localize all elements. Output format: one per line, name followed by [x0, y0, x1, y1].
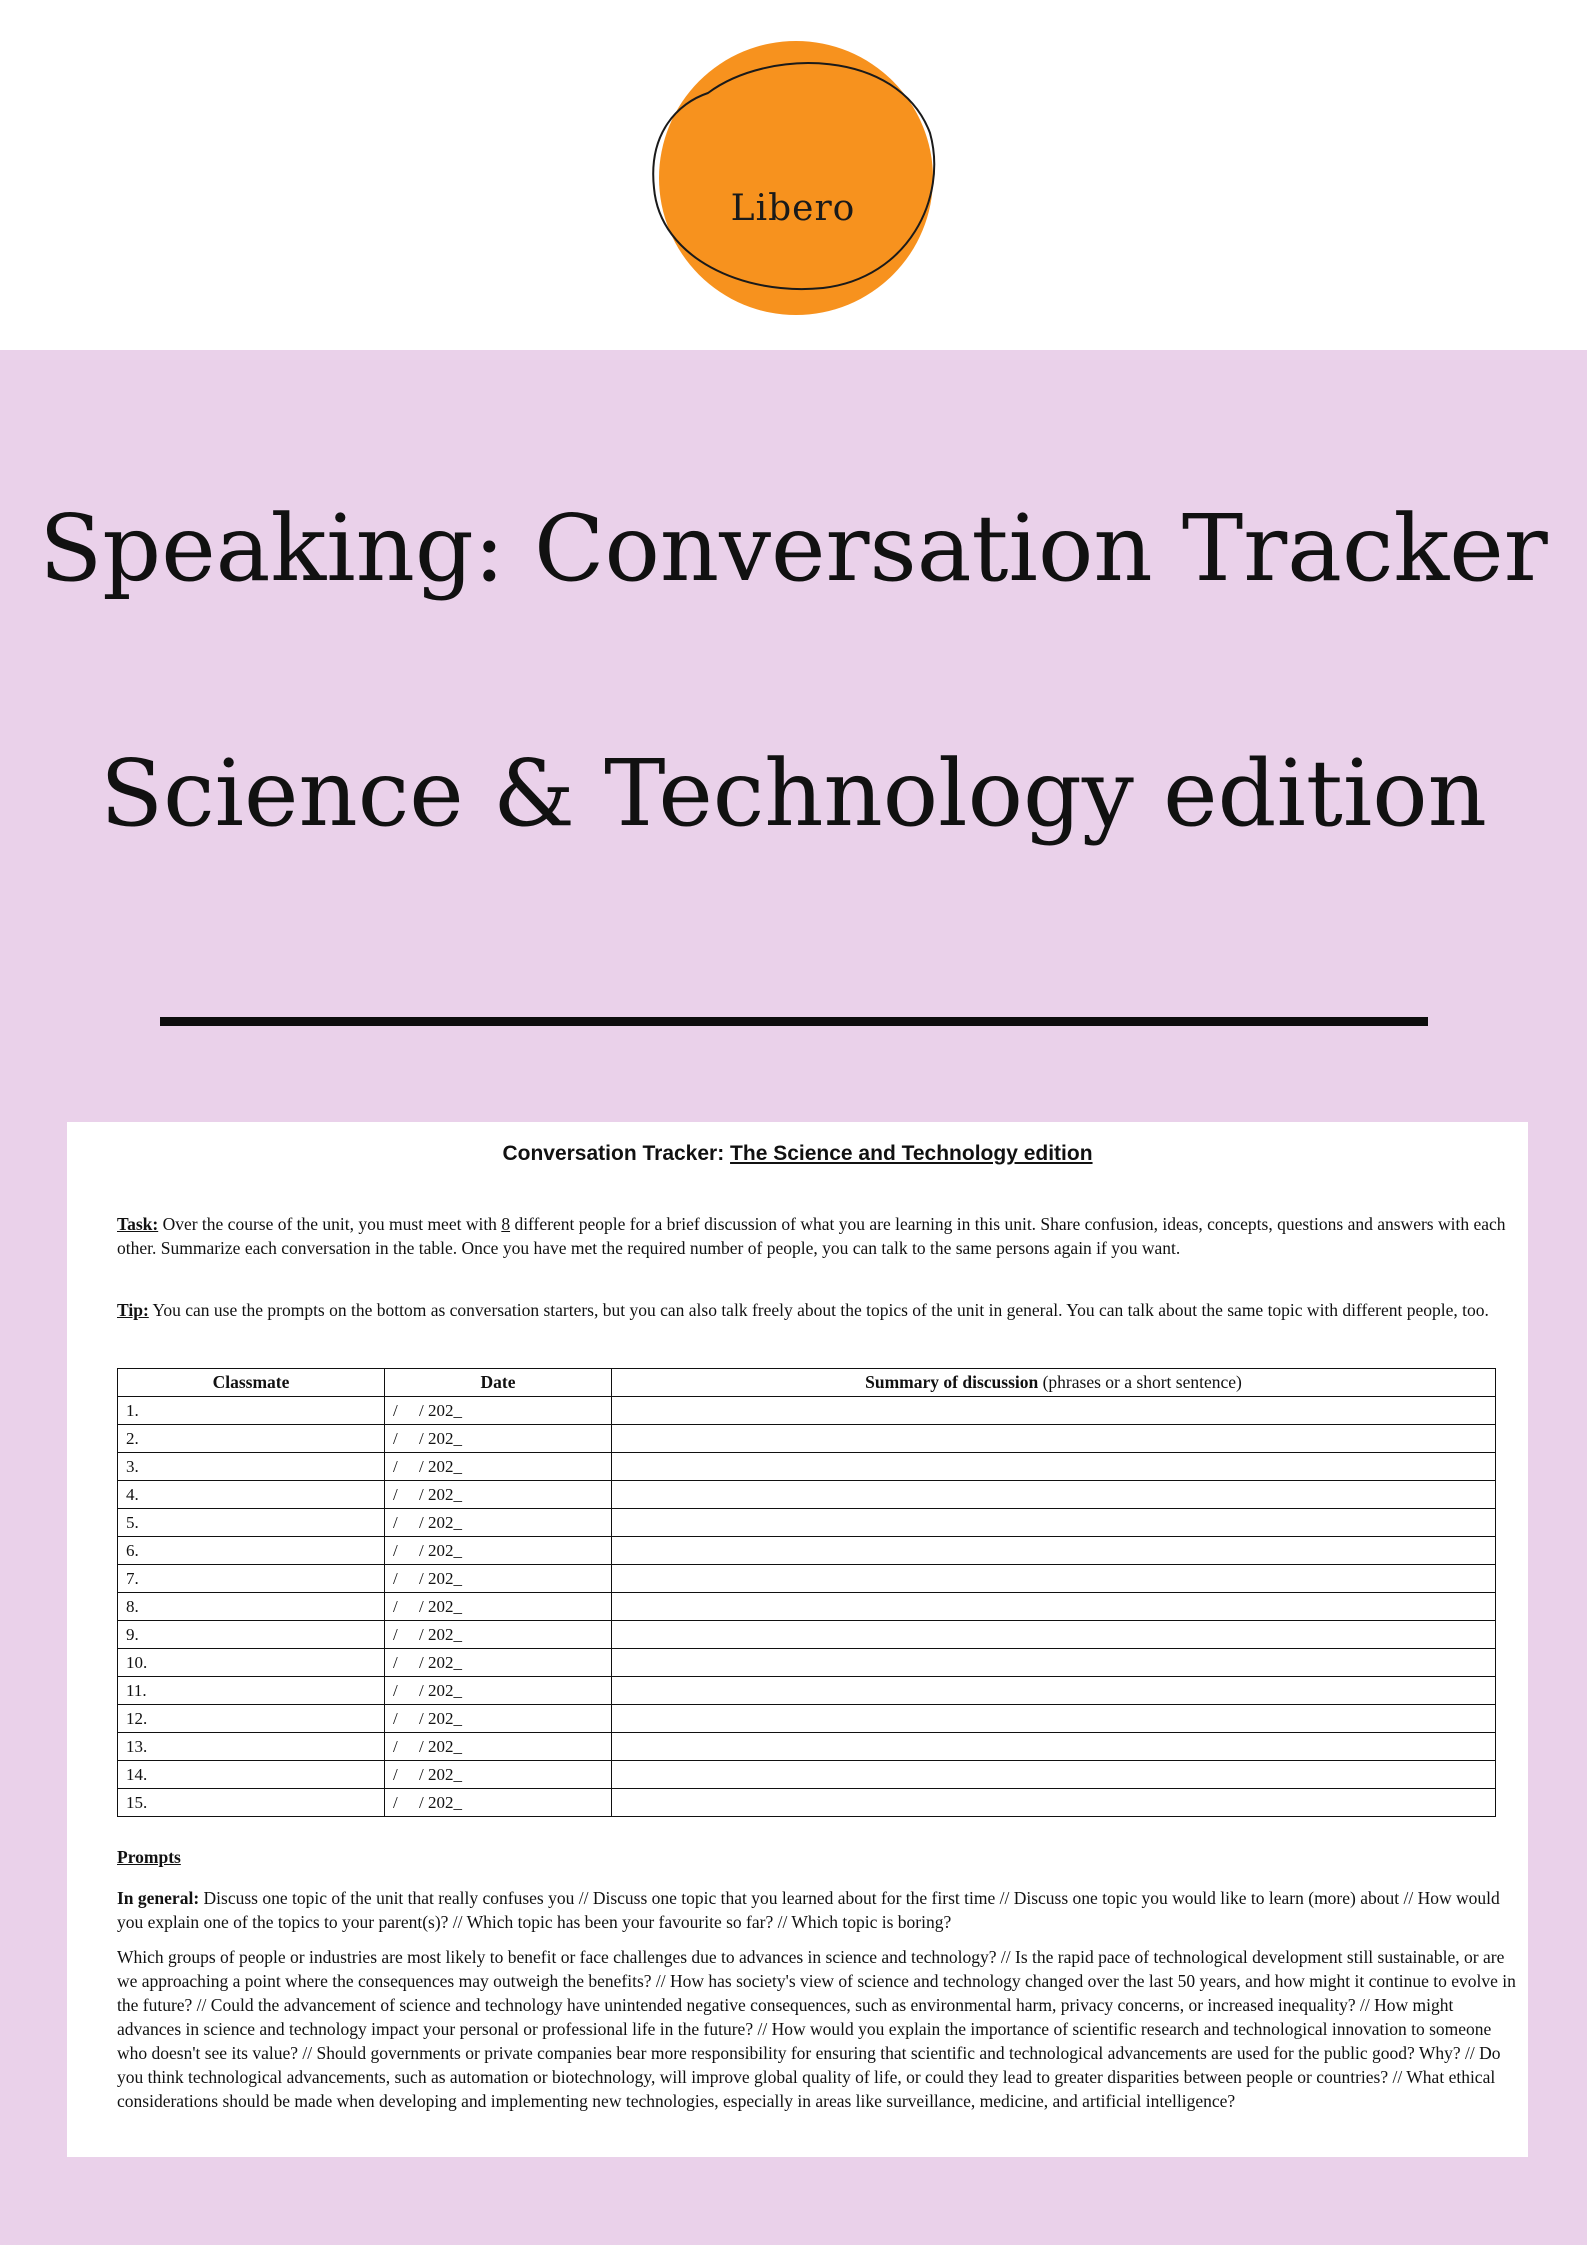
- task-number: 8: [501, 1214, 511, 1234]
- row-number-cell[interactable]: 7.: [118, 1565, 385, 1593]
- row-date-cell[interactable]: / / 202_: [385, 1509, 612, 1537]
- row-number-cell[interactable]: 14.: [118, 1761, 385, 1789]
- table-row: [118, 1537, 1496, 1565]
- row-number-cell[interactable]: 4.: [118, 1481, 385, 1509]
- row-summary-cell[interactable]: [612, 1677, 1496, 1705]
- row-summary-cell[interactable]: [612, 1705, 1496, 1733]
- table-row: [118, 1565, 1496, 1593]
- conversation-table: [117, 1368, 1496, 1817]
- table-row: [118, 1677, 1496, 1705]
- table-body: [118, 1397, 1496, 1817]
- row-date-cell[interactable]: / / 202_: [385, 1789, 612, 1817]
- row-number-cell[interactable]: 10.: [118, 1649, 385, 1677]
- row-summary-cell[interactable]: [612, 1397, 1496, 1425]
- table-row: [118, 1593, 1496, 1621]
- worksheet-title: [67, 1142, 1528, 1166]
- row-date-cell[interactable]: / / 202_: [385, 1537, 612, 1565]
- row-summary-cell[interactable]: [612, 1565, 1496, 1593]
- row-date-cell[interactable]: / / 202_: [385, 1593, 612, 1621]
- table-row: [118, 1509, 1496, 1537]
- row-date-cell[interactable]: / / 202_: [385, 1453, 612, 1481]
- table-row: [118, 1789, 1496, 1817]
- header-classmate: Classmate: [118, 1369, 385, 1397]
- row-date-cell[interactable]: / / 202_: [385, 1425, 612, 1453]
- row-summary-cell[interactable]: [612, 1593, 1496, 1621]
- row-date-cell[interactable]: / / 202_: [385, 1733, 612, 1761]
- worksheet-preview: [67, 1122, 1528, 2157]
- row-number-cell[interactable]: 2.: [118, 1425, 385, 1453]
- header-summary-label: Summary of discussion: [865, 1372, 1039, 1392]
- table-row: [118, 1425, 1496, 1453]
- row-number-cell[interactable]: 11.: [118, 1677, 385, 1705]
- header-summary-note: (phrases or a short sentence): [1038, 1372, 1242, 1392]
- row-number-cell[interactable]: 13.: [118, 1733, 385, 1761]
- table-row: [118, 1649, 1496, 1677]
- row-summary-cell[interactable]: [612, 1425, 1496, 1453]
- table-row: [118, 1621, 1496, 1649]
- row-number-cell[interactable]: 12.: [118, 1705, 385, 1733]
- table-row: [118, 1761, 1496, 1789]
- general-text: Discuss one topic of the unit that really confuses you // Discuss one topic that you learned about for the first time // Discuss one topic you would like to learn (more) about // How would you explain one of the topics to your parent(s)? // Which topic has been your favourite so far? // Which topic is boring?: [117, 1888, 1500, 1932]
- row-summary-cell[interactable]: [612, 1649, 1496, 1677]
- worksheet-title-prefix: Conversation Tracker:: [502, 1142, 731, 1165]
- table-row: [118, 1397, 1496, 1425]
- table-row: [118, 1733, 1496, 1761]
- task-label: Task:: [117, 1214, 159, 1234]
- logo-circle-icon: [648, 38, 938, 328]
- row-number-cell[interactable]: 6.: [118, 1537, 385, 1565]
- row-summary-cell[interactable]: [612, 1453, 1496, 1481]
- table-row: [118, 1453, 1496, 1481]
- table-row: [118, 1705, 1496, 1733]
- row-number-cell[interactable]: 9.: [118, 1621, 385, 1649]
- logo-text: Libero: [730, 188, 856, 229]
- worksheet-title-edition: The Science and Technology edition: [730, 1142, 1093, 1165]
- row-date-cell[interactable]: / / 202_: [385, 1705, 612, 1733]
- tip-label: Tip:: [117, 1300, 149, 1320]
- row-date-cell[interactable]: / / 202_: [385, 1565, 612, 1593]
- libero-logo: [648, 38, 938, 328]
- row-summary-cell[interactable]: [612, 1481, 1496, 1509]
- task-text-b: different people for a brief discussion of what you are learning in this unit. Share confusion, ideas, concepts, questions and answers with each other. Summarize each conversation in the table. Once you have met the required number of people, you can talk to the same persons again if you want.: [117, 1214, 1506, 1258]
- row-date-cell[interactable]: / / 202_: [385, 1649, 612, 1677]
- row-date-cell[interactable]: / / 202_: [385, 1397, 612, 1425]
- row-date-cell[interactable]: / / 202_: [385, 1621, 612, 1649]
- tip-text: You can use the prompts on the bottom as conversation starters, but you can also talk freely about the topics of the unit in general. You can talk about the same topic with different people, too.: [148, 1300, 1489, 1320]
- prompts-general: [117, 1886, 1517, 1934]
- cover-subtitle: Science & Technology edition: [100, 740, 1487, 847]
- row-number-cell[interactable]: 15.: [118, 1789, 385, 1817]
- row-date-cell[interactable]: / / 202_: [385, 1761, 612, 1789]
- row-date-cell[interactable]: / / 202_: [385, 1677, 612, 1705]
- table-row: [118, 1481, 1496, 1509]
- row-summary-cell[interactable]: [612, 1761, 1496, 1789]
- divider-rule: [160, 1017, 1428, 1026]
- prompts-heading: Prompts: [117, 1847, 181, 1867]
- row-summary-cell[interactable]: [612, 1789, 1496, 1817]
- row-summary-cell[interactable]: [612, 1509, 1496, 1537]
- general-label: In general:: [117, 1888, 200, 1908]
- row-number-cell[interactable]: 5.: [118, 1509, 385, 1537]
- cover-title: Speaking: Conversation Tracker: [39, 495, 1548, 602]
- task-paragraph: [117, 1212, 1517, 1260]
- row-summary-cell[interactable]: [612, 1621, 1496, 1649]
- header-summary: [612, 1369, 1496, 1397]
- header-date: Date: [385, 1369, 612, 1397]
- row-number-cell[interactable]: 8.: [118, 1593, 385, 1621]
- prompts-specific: Which groups of people or industries are most likely to benefit or face challenges due to advances in science and technology? // Is the rapid pace of technological development still sustainable, or are we approaching a point where the consequences may outweigh the benefits? // How has society's view of science and technology changed over the last 50 years, and how might it continue to evolve in the future? // Could the advancement of science and technology have unintended negative consequences, such as environmental harm, privacy concerns, or increased inequality? // How might advances in science and technology impact your personal or professional life in the future? // How would you explain the importance of scientific research and technological innovation to someone who doesn't see its value? // Should governments or private companies bear more responsibility for ensuring that scientific and technological advancements are used for the public good? Why? // Do you think technological advancements, such as automation or biotechnology, will improve global quality of life, or could they lead to greater disparities between people or countries? // What ethical considerations should be made when developing and implementing new technologies, especially in areas like surveillance, medicine, and artificial intelligence?: [117, 1947, 1516, 2111]
- row-summary-cell[interactable]: [612, 1733, 1496, 1761]
- row-number-cell[interactable]: 1.: [118, 1397, 385, 1425]
- task-text-a: Over the course of the unit, you must meet with: [158, 1214, 502, 1234]
- row-date-cell[interactable]: / / 202_: [385, 1481, 612, 1509]
- row-summary-cell[interactable]: [612, 1537, 1496, 1565]
- row-number-cell[interactable]: 3.: [118, 1453, 385, 1481]
- cover-header: [0, 0, 1587, 350]
- table-header-row: [118, 1369, 1496, 1397]
- tip-paragraph: [117, 1298, 1517, 1322]
